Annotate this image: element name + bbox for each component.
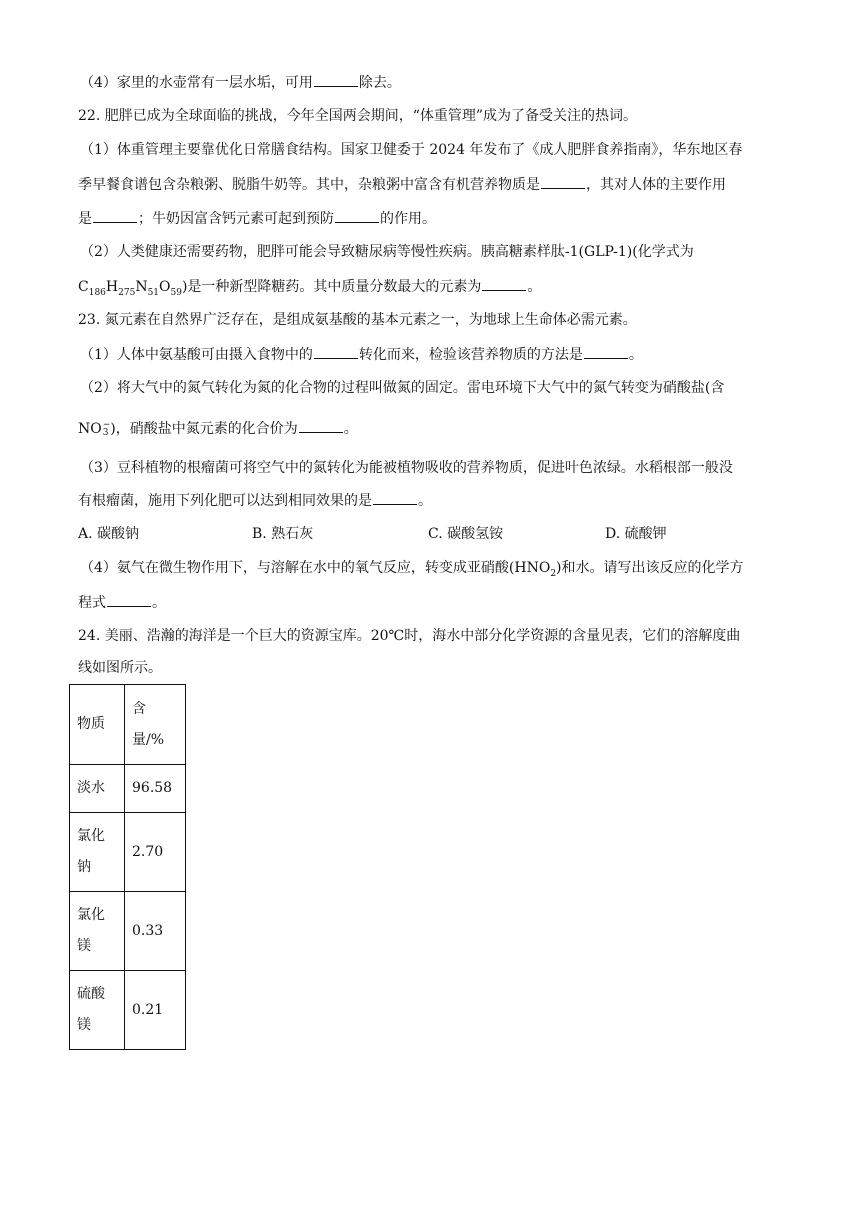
option-d[interactable]: D. 硫酸钾 [605, 526, 667, 542]
answer-blank[interactable] [373, 490, 417, 505]
answer-blank[interactable] [541, 174, 585, 189]
answer-blank[interactable] [584, 344, 628, 359]
seawater-resources-table [69, 684, 186, 1050]
table-row [70, 765, 186, 813]
table-header-row [70, 685, 186, 765]
table-cell: 2.70 [125, 813, 186, 892]
table-row [70, 892, 186, 971]
q23-part3-line2: 有根瘤菌，施用下列化肥可以达到相同效果的是 。 [78, 490, 432, 511]
answer-blank[interactable] [107, 592, 151, 607]
nitrate-ion: NO − 3 [78, 420, 111, 438]
option-a[interactable]: A. 碳酸钠 [78, 526, 140, 542]
q22-part2-line2: $C_{186}H_{275}N_{51}O_{59}$)是一种新型降糖药。其中质量分数最大的元素为 。 [78, 276, 541, 303]
q23-part3-line1: （3）豆科植物的根瘤菌可将空气中的氮转化为能被植物吸收的营养物质，促进叶色浓绿。水稻根部一般没 [80, 460, 733, 476]
q23-part2-line2: NO − 3 )，硝酸盐中氮元素的化合价为 。 [78, 420, 358, 438]
q24-stem-line1: 24. 美丽、浩瀚的海洋是一个巨大的资源宝库。20℃时，海水中部分化学资源的含量见表，它们的溶解度曲 [78, 628, 741, 644]
q22-part1-line1: （1）体重管理主要靠优化日常膳食结构。国家卫健委于 2024 年发布了《成人肥胖食养指南》，华东地区春 [80, 142, 743, 158]
q23-stem: 23. 氮元素在自然界广泛存在，是组成氨基酸的基本元素之一，为地球上生命体必需元素。 [78, 312, 637, 328]
answer-blank[interactable] [482, 276, 526, 291]
q23-part4-line2: 程式 。 [78, 592, 166, 613]
answer-blank[interactable] [314, 72, 358, 87]
table-cell: 硫酸镁 [70, 971, 125, 1050]
table-cell: 氯化钠 [70, 813, 125, 892]
q23-part4-line1: （4）氨气在微生物作用下，与溶解在水中的氧气反应，转变成亚硝酸$(HNO_2)$和水。请写出该反应的化学方 [80, 560, 744, 579]
answer-blank[interactable] [299, 418, 343, 433]
q21-part4-text: （4）家里的水壶常有一层水垢，可用 [80, 75, 313, 91]
table-cell: 0.33 [125, 892, 186, 971]
q23-part2-line1: （2）将大气中的氮气转化为氮的化合物的过程叫做氮的固定。雷电环境下大气中的氮气转变为硝酸盐(含 [80, 380, 725, 396]
q22-part1-line2: 季早餐食谱包含杂粮粥、脱脂牛奶等。其中，杂粮粥中富含有机营养物质是 ，其对人体的主要作用 [78, 174, 726, 195]
q22-stem: 22. 肥胖已成为全球面临的挑战，今年全国两会期间，“体重管理”成为了备受关注的热词。 [78, 108, 638, 124]
answer-blank[interactable] [93, 208, 137, 223]
q21-part4 [80, 72, 401, 93]
table-row [70, 813, 186, 892]
glp1-formula: $C_{186}H_{275}N_{51}O_{59}$ [78, 279, 182, 298]
table-row [70, 971, 186, 1050]
table-cell: 96.58 [125, 765, 186, 813]
answer-blank[interactable] [335, 208, 379, 223]
table-header-cell: 含量/% [125, 685, 186, 765]
table-cell: 淡水 [70, 765, 125, 813]
q22-part1-line3: 是 ；牛奶因富含钙元素可起到预防 的作用。 [78, 208, 436, 229]
option-b[interactable]: B. 熟石灰 [252, 526, 314, 542]
table-cell: 氯化镁 [70, 892, 125, 971]
q22-part2-line1: （2）人类健康还需要药物，肥胖可能会导致糖尿病等慢性疾病。胰高糖素样肽-1(GLP-1)(化学式为 [80, 244, 694, 260]
answer-blank[interactable] [314, 344, 358, 359]
q24-stem-line2: 线如图所示。 [78, 660, 162, 676]
q21-part4-tail: 除去。 [358, 75, 401, 91]
q23-part1: （1）人体中氨基酸可由摄入食物中的 转化而来，检验该营养物质的方法是 。 [80, 344, 643, 365]
table-cell: 0.21 [125, 971, 186, 1050]
table-header-cell: 物质 [70, 685, 125, 765]
option-c[interactable]: C. 碳酸氢铵 [428, 526, 504, 542]
